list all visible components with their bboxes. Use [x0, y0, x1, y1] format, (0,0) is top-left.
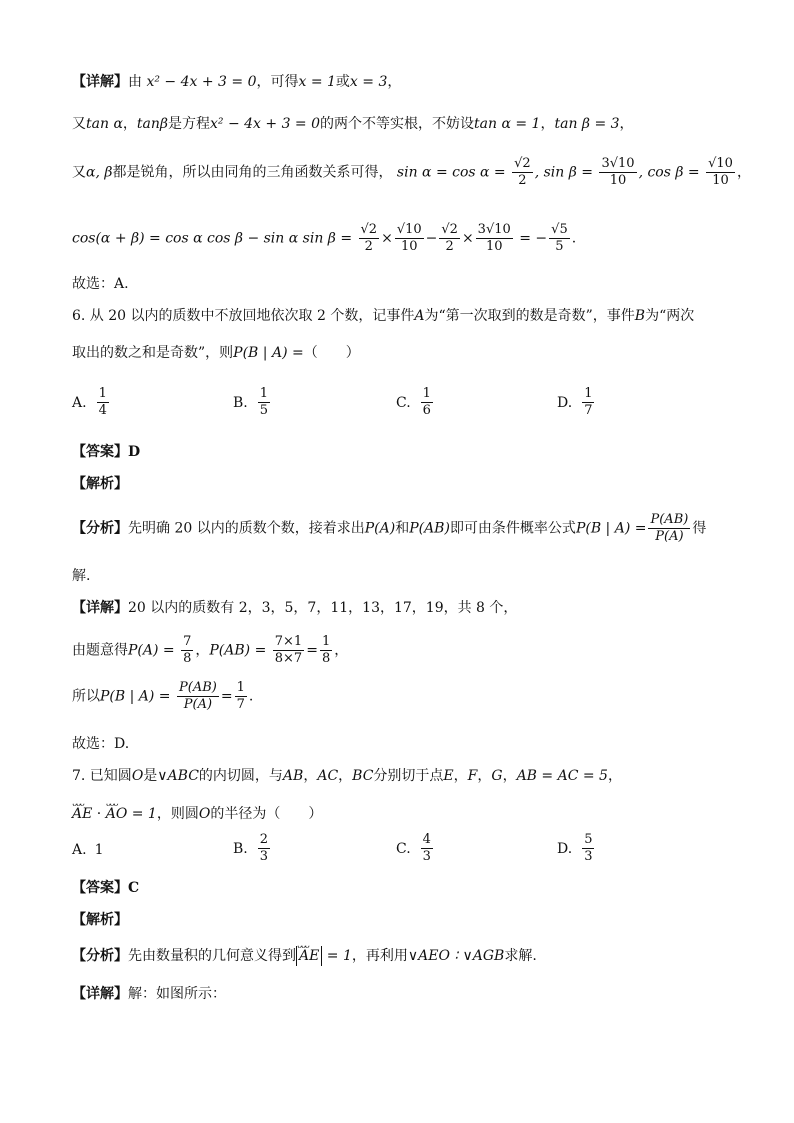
q7-analysis: 【分析】先由数量积的几何意义得到ᴗᴗᴗ AE = 1，再利用∨AEO ∶ ∨AGB求解. [72, 946, 537, 966]
q6-detail-line2: 由题意得P(A) = $\frac{7}{8}$ ，P(AB) = $\frac{7\times 1}{8\times 7}$ = $\frac{1}{8}$ ， [72, 634, 349, 666]
q6-option-a[interactable]: A. $\frac{1}{4}$ [72, 386, 107, 418]
q6-option-b[interactable]: B. $\frac{1}{5}$ [233, 386, 269, 418]
q7-stem-line2: ᴗᴗᴗ AE · ᴗᴗᴗ AO = 1，则圆O的半径为（ ） [72, 804, 322, 824]
q7-option-b[interactable]: B. $\frac{2}{3}$ [233, 832, 269, 864]
q7-option-c[interactable]: C. $\frac{4}{3}$ [396, 832, 431, 864]
fraction: $\frac{√2}{2}$ [441, 222, 458, 254]
equation: x² − 4x + 3 = 0 [146, 74, 257, 90]
fraction: $\frac{√10}{10}$ [396, 222, 422, 254]
fraction: $\frac{3√10}{10}$ [601, 156, 635, 188]
fraction: $\frac{√2}{2}$ [360, 222, 378, 254]
q6-analysis-cont: 解. [72, 568, 91, 584]
detail-tag: 【详解】 [72, 74, 128, 90]
sol5-line4: cos(α + β) = cos α cos β − sin α sin β = $\frac{√2}{2}$ × $\frac{√10}{10}$ − $\frac{√2}{2}$ × $\frac{3√10}{10}$ = − $\frac{√5}{5}$ . [72, 222, 577, 254]
sol5-line3: 又α, β都是锐角，所以由同角的三角函数关系可得， sin α = cos α = $\frac{√2}{2}$ , sin β = $\frac{3√10}{10}$ , cos β = $\frac{√10}{10}$ ， [72, 156, 751, 188]
q6-stem-line1: 6. 从 20 以内的质数中不放回地依次取 2 个数，记事件A为“第一次取到的数是奇数”，事件B为“两次 [72, 308, 695, 324]
q6-answer: 【答案】D [72, 444, 141, 460]
q6-detail-line3: 所以P(B | A) = $\frac{P(AB)}{P(A)}$ = $\frac{1}{7}$ . [72, 680, 254, 712]
fraction: $\frac{√10}{10}$ [708, 156, 733, 188]
q7-detail: 【详解】解：如图所示： [72, 986, 226, 1002]
q6-detail: 【详解】20 以内的质数有 2，3，5，7，11，13，17，19，共 8 个， [72, 600, 518, 616]
q7-option-a[interactable]: A. 1 [72, 842, 104, 858]
q7-stem-line1: 7. 已知圆O是∨ABC的内切圆，与AB，AC，BC分别切于点E，F，G，AB = AC = 5， [72, 768, 622, 784]
fraction: $\frac{3√10}{10}$ [477, 222, 511, 254]
q7-analysis-heading: 【解析】 [72, 912, 128, 928]
sol5-line2: 又tan α，tanβ是方程x² − 4x + 3 = 0的两个不等实根，不妨设tan α = 1，tan β = 3， [72, 116, 634, 132]
sol5-line1: 【详解】由 x² − 4x + 3 = 0，可得x = 1或x = 3， [72, 74, 402, 90]
q6-analysis: 【分析】先明确 20 以内的质数个数，接着求出P(A)和P(AB)即可由条件概率公式P(B | A) = $\frac{P(AB)}{P(A)}$ 得 [72, 512, 707, 544]
q6-stem-line2: 取出的数之和是奇数”，则P(B | A) =（ ） [72, 345, 360, 361]
q6-option-d[interactable]: D. $\frac{1}{7}$ [557, 386, 593, 418]
q6-analysis-heading: 【解析】 [72, 476, 128, 492]
q6-option-c[interactable]: C. $\frac{1}{6}$ [396, 386, 431, 418]
fraction: $\frac{√2}{2}$ [514, 156, 531, 188]
q7-answer: 【答案】C [72, 880, 140, 896]
q7-option-d[interactable]: D. $\frac{5}{3}$ [557, 832, 593, 864]
fraction: $\frac{√5}{5}$ [551, 222, 568, 254]
sol5-conclusion: 故选：A. [72, 276, 129, 292]
q6-conclusion: 故选：D. [72, 736, 130, 752]
